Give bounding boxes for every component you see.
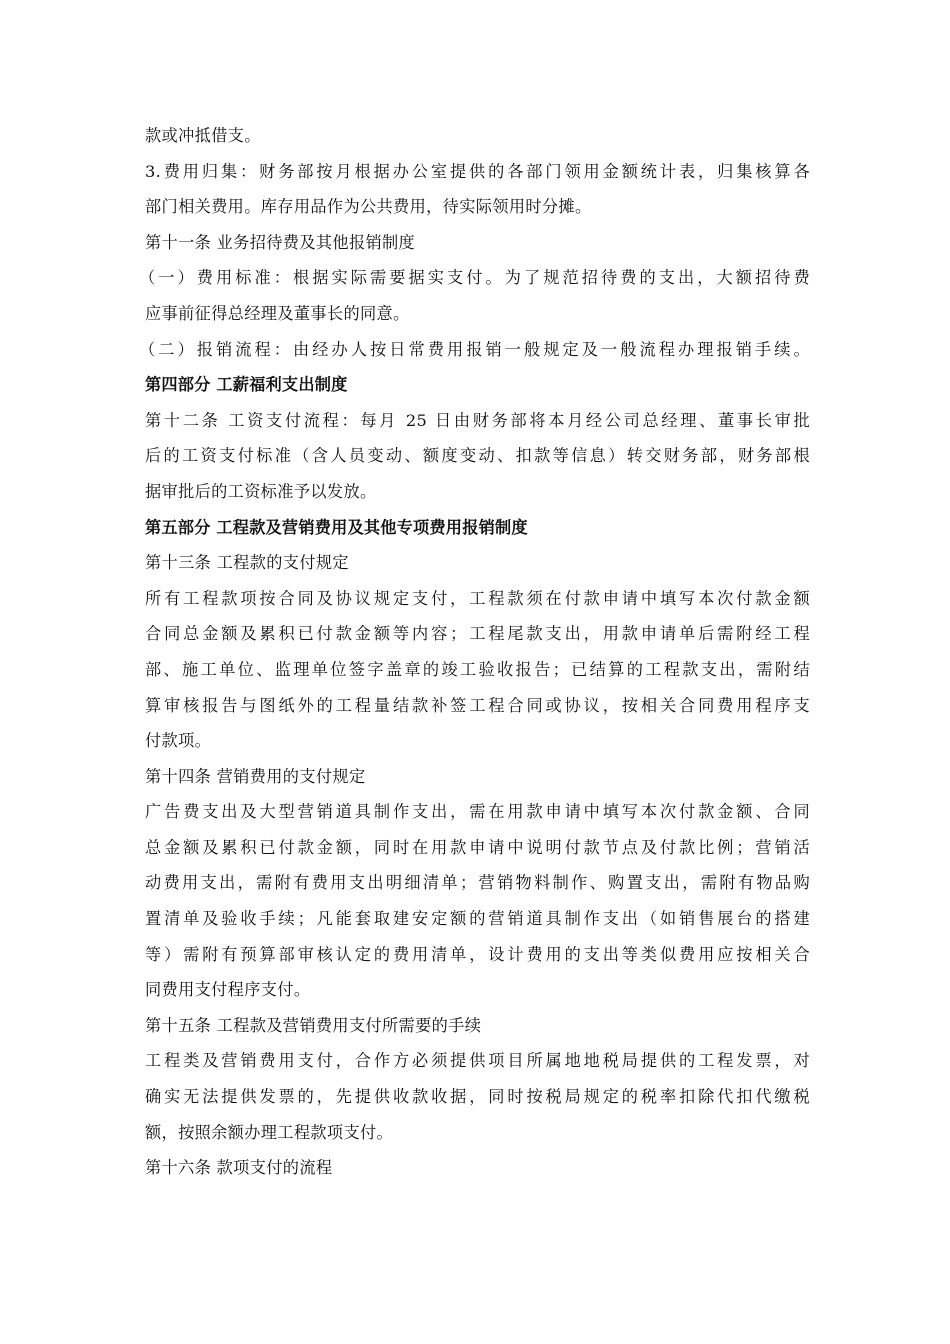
text-line: 第十四条 营销费用的支付规定	[145, 766, 366, 786]
text-line: 第十五条 工程款及营销费用支付所需要的手续	[145, 1015, 482, 1035]
text-line: 等）需附有预算部审核认定的费用清单，设计费用的支出等类似费用应按相关合	[145, 944, 810, 964]
text-line: 部门相关费用。库存用品作为公共费用，待实际领用时分摊。	[145, 197, 592, 217]
text-line: 确实无法提供发票的，先提供收款收据，同时按税局规定的税率扣除代扣代缴税	[145, 1087, 810, 1107]
text-line: 应事前征得总经理及董事长的同意。	[145, 303, 410, 323]
section-heading: 第四部分 工薪福利支出制度	[145, 375, 348, 395]
text-line: 3.费用归集：财务部按月根据办公室提供的各部门领用金额统计表，归集核算各	[145, 161, 810, 181]
text-line: 第十二条 工资支付流程：每月 25 日由财务部将本月经公司总经理、董事长审批	[145, 410, 810, 430]
text-line: 付款项。	[145, 731, 212, 751]
text-line: 第十三条 工程款的支付规定	[145, 553, 349, 573]
text-line: 后的工资支付标准（含人员变动、额度变动、扣款等信息）转交财务部，财务部根	[145, 446, 810, 466]
text-line: 所有工程款项按合同及协议规定支付，工程款须在付款申请中填写本次付款金额	[145, 588, 810, 608]
text-line: （二）报销流程：由经办人按日常费用报销一般规定及一般流程办理报销手续。	[139, 339, 810, 359]
text-line: （一）费用标准：根据实际需要据实支付。为了规范招待费的支出，大额招待费	[139, 268, 810, 288]
text-line: 据审批后的工资标准予以发放。	[145, 481, 377, 501]
text-line: 总金额及累积已付款金额，同时在用款申请中说明付款节点及付款比例；营销活	[145, 837, 810, 857]
text-line: 部、施工单位、监理单位签字盖章的竣工验收报告；已结算的工程款支出，需附结	[145, 659, 810, 679]
text-line: 算审核报告与图纸外的工程量结款补签工程合同或协议，按相关合同费用程序支	[145, 695, 810, 715]
text-line: 第十六条 款项支付的流程	[145, 1158, 333, 1178]
text-line: 第十一条 业务招待费及其他报销制度	[145, 232, 416, 252]
text-line: 置清单及验收手续；凡能套取建安定额的营销道具制作支出（如销售展台的搭建	[145, 909, 810, 929]
text-line: 动费用支出，需附有费用支出明细清单；营销物料制作、购置支出，需附有物品购	[145, 873, 810, 893]
section-heading: 第五部分 工程款及营销费用及其他专项费用报销制度	[145, 517, 528, 537]
text-line: 款或冲抵借支。	[145, 126, 261, 145]
text-line: 合同总金额及累积已付款金额等内容；工程尾款支出，用款申请单后需附经工程	[145, 624, 810, 644]
text-line: 同费用支付程序支付。	[145, 980, 311, 1000]
text-line: 额，按照余额办理工程款项支付。	[145, 1122, 394, 1142]
text-line: 工程类及营销费用支付，合作方必须提供项目所属地地税局提供的工程发票，对	[145, 1051, 810, 1071]
text-line: 广告费支出及大型营销道具制作支出，需在用款申请中填写本次付款金额、合同	[145, 802, 810, 822]
document-body	[139, 118, 810, 1186]
